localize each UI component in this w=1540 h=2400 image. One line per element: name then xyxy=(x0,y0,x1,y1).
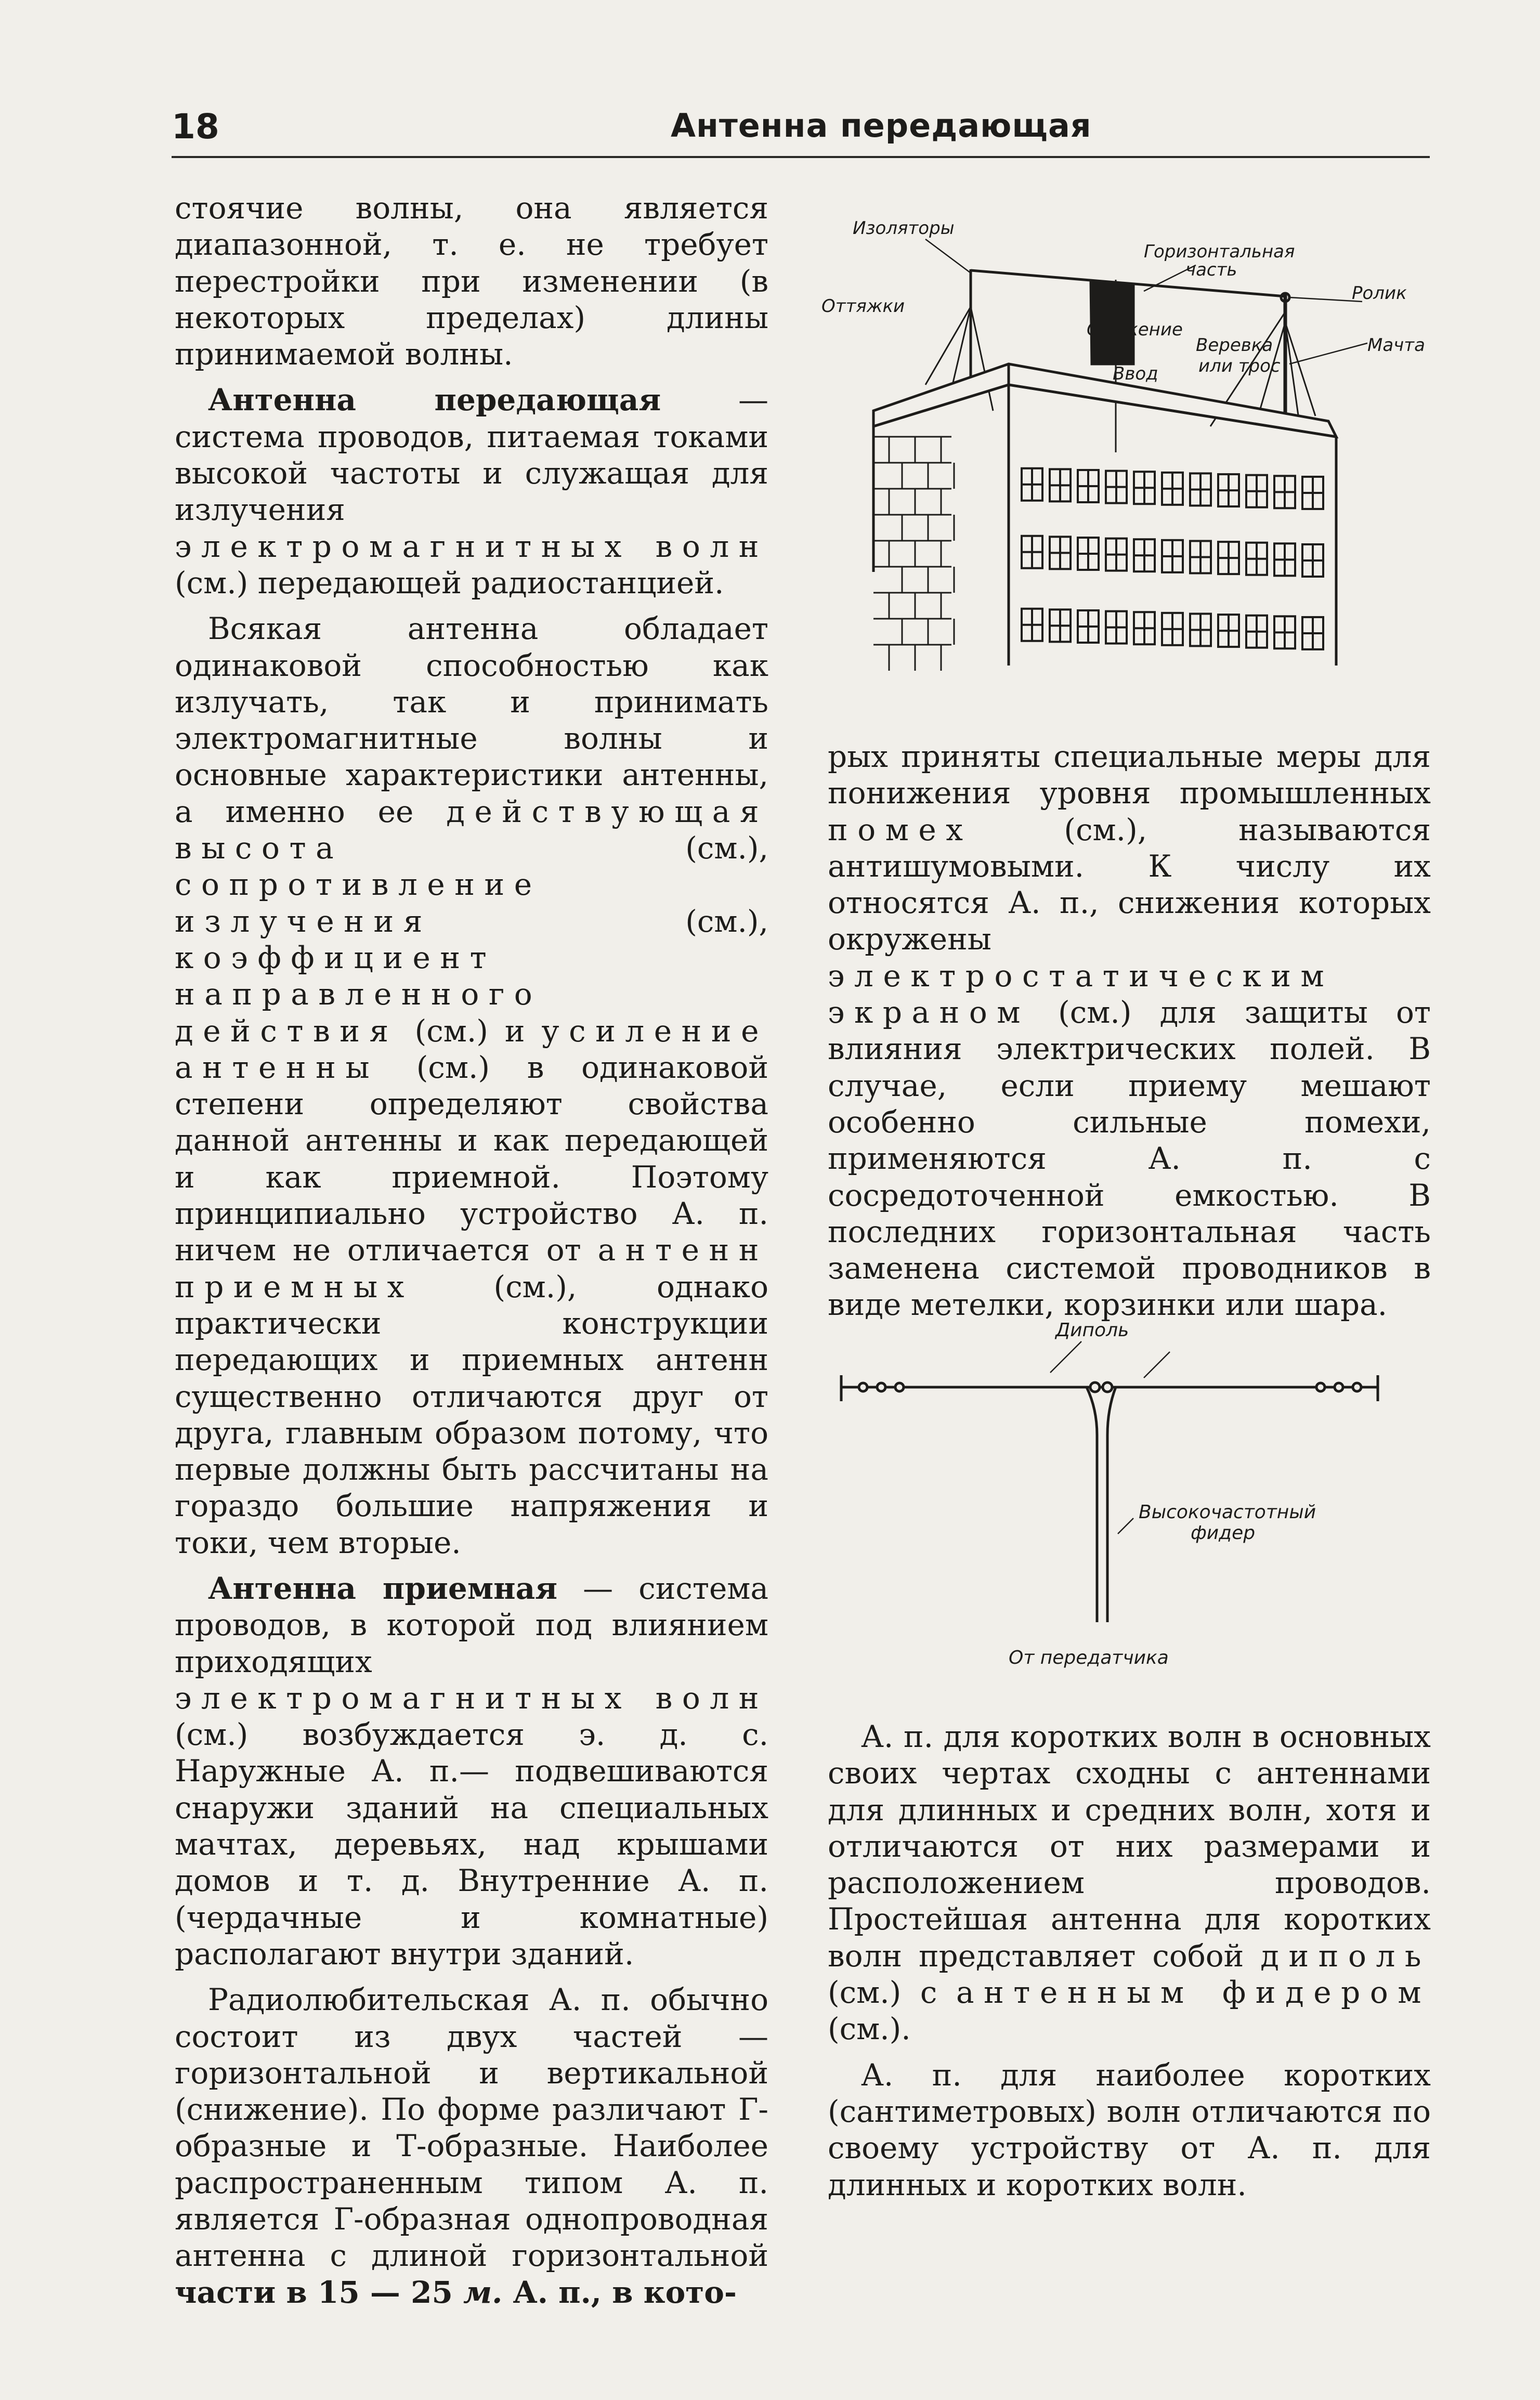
text-run: усиление антенны xyxy=(175,1013,768,1085)
text-run: (см.) в одинаковой степени определяют свойства данной антенны и как передающей и как приемной. Поэтому принципиально устройство А. п. ничем не отличается от xyxy=(175,1049,768,1268)
paragraph-p3 xyxy=(175,610,768,1561)
label-horizontal-1: Горизонтальная xyxy=(1144,241,1295,262)
text-run: стоячие волны, она является диапазонной, т. е. не требует перестройки при изменении (в некоторых пределах) длины принимаемой волны. xyxy=(175,190,768,372)
text-run: Антенна приемная xyxy=(208,1570,558,1606)
label-feeder-2: фидер xyxy=(1191,1522,1256,1544)
text-run: рых приняты специальные меры для понижения уровня промышленных xyxy=(828,739,1431,811)
text-run: Антенна передающая xyxy=(208,382,661,418)
text-run: (см.), xyxy=(343,830,768,866)
label-rope-2: или трос xyxy=(1198,356,1281,376)
text-run: (см.). xyxy=(828,2011,911,2047)
label-from-transmitter: От передатчика xyxy=(1009,1647,1169,1668)
label-mast: Мачта xyxy=(1367,335,1425,356)
paragraph-p4 xyxy=(175,1570,768,1972)
right-column-bottom xyxy=(828,1718,1431,2212)
text-run: (см.) и xyxy=(398,1013,542,1049)
paragraph-p1 xyxy=(175,190,768,372)
label-downlead: Снижение xyxy=(1087,319,1183,340)
building-antenna-figure xyxy=(821,208,1440,692)
label-lead-in: Ввод xyxy=(1113,363,1158,384)
text-run: диполь xyxy=(1260,1938,1431,1974)
text-run: А. п. для коротких волн в основных своих чертах сходны с антеннами для длинных и средних волн, хотя и отличаются от них размерами и расположением проводов. Простейшая антенна для коротких волн представляет собой xyxy=(828,1719,1431,1974)
text-run: электростатическим экраном xyxy=(828,958,1334,1031)
text-run: А. п. для наиболее коротких (сантиметровых) волн отличаются по своему устройству от А. п. для длинных и коротких волн. xyxy=(828,2057,1431,2202)
text-run: — система проводов, в которой под влиянием приходящих xyxy=(175,1570,768,1679)
label-dipole: Диполь xyxy=(1055,1320,1129,1341)
running-head: Антенна передающая xyxy=(671,107,1092,145)
paragraph-p6 xyxy=(828,738,1431,1323)
right-column-top xyxy=(828,738,1431,1333)
text-run: (см.) возбуждается э. д. с. Наружные А. п.— подвешиваются снаружи зданий на специальных мачтах, деревьях, над крышами домов и т. д. Внутренние А. п. (чердачные и комнатные) располагают внутри зданий. xyxy=(175,1717,768,1972)
text-run: части в 15 — 25 xyxy=(175,2274,463,2310)
label-roller: Ролик xyxy=(1352,283,1407,304)
text-run: (см.) передающей радиостанцией. xyxy=(175,565,724,601)
text-run: А. п., в кото- xyxy=(502,2274,737,2310)
page-header xyxy=(172,107,1425,156)
text-run: (см.) с xyxy=(828,1975,956,2011)
paragraph-p7 xyxy=(828,1718,1431,2047)
text-run: Радиолюбительская А. п. обычно состоит из двух частей — горизонтальной и вертикальной (снижение). По форме различают Г-образные и Т-образные. Наиболее распространенным типом А. п. является Г-образная однопроводная антенна с длиной горизонтальной xyxy=(175,1982,768,2274)
text-run: (см.), xyxy=(432,903,768,939)
label-insulators: Изоляторы xyxy=(853,218,955,239)
label-guys: Оттяжки xyxy=(821,296,905,317)
text-run: м. xyxy=(463,2274,503,2310)
text-run: Всякая антенна обладает одинаковой способностью как излучать, так и принимать электромагнитные волны и основные характеристики антенны, а именно ее xyxy=(175,611,768,829)
left-column xyxy=(175,190,768,2320)
text-run: антенным фидером xyxy=(956,1975,1431,2011)
page-number: 18 xyxy=(172,107,219,147)
label-horizontal-2: часть xyxy=(1185,259,1237,280)
label-rope-1: Веревка xyxy=(1196,335,1273,356)
header-rule xyxy=(172,156,1430,158)
text-run: (см.) для защиты от влияния электрических полей. В случае, если приему мешают особенно сильные помехи, применяются А. п. с сосредоточенной емкостью. В последних горизонтальная часть заменена системой проводников в виде метелки, корзинки или шара. xyxy=(828,995,1431,1323)
label-feeder-1: Высокочастотный xyxy=(1139,1502,1316,1523)
dipole-figure xyxy=(827,1300,1399,1695)
text-run: сопротивление излучения xyxy=(175,867,542,939)
text-run: антенн приемных xyxy=(175,1232,768,1305)
paragraph-p2 xyxy=(175,382,768,601)
text-run: — система проводов, питаемая токами высокой частоты и служащая для излучения xyxy=(175,382,769,528)
text-run: помех xyxy=(828,812,973,847)
text-run: электромагнитных волн xyxy=(175,1680,768,1716)
paragraph-p5 xyxy=(175,1981,768,2311)
text-run: коэффициент направленного действия xyxy=(175,940,542,1049)
text-run: действующая высота xyxy=(175,793,768,866)
text-run: (см.), однако практически конструкции передающих и приемных антенн существенно отличаются друг от друга, главным образом потому, что первые должны быть рассчитаны на гораздо большие напряжения и токи, чем вторые. xyxy=(175,1269,768,1560)
text-run: электромагнитных волн xyxy=(175,528,768,564)
text-run: (см.), называются антишумовыми. К числу их относятся А. п., снижения которых окружены xyxy=(828,812,1431,957)
paragraph-p8 xyxy=(828,2057,1431,2203)
